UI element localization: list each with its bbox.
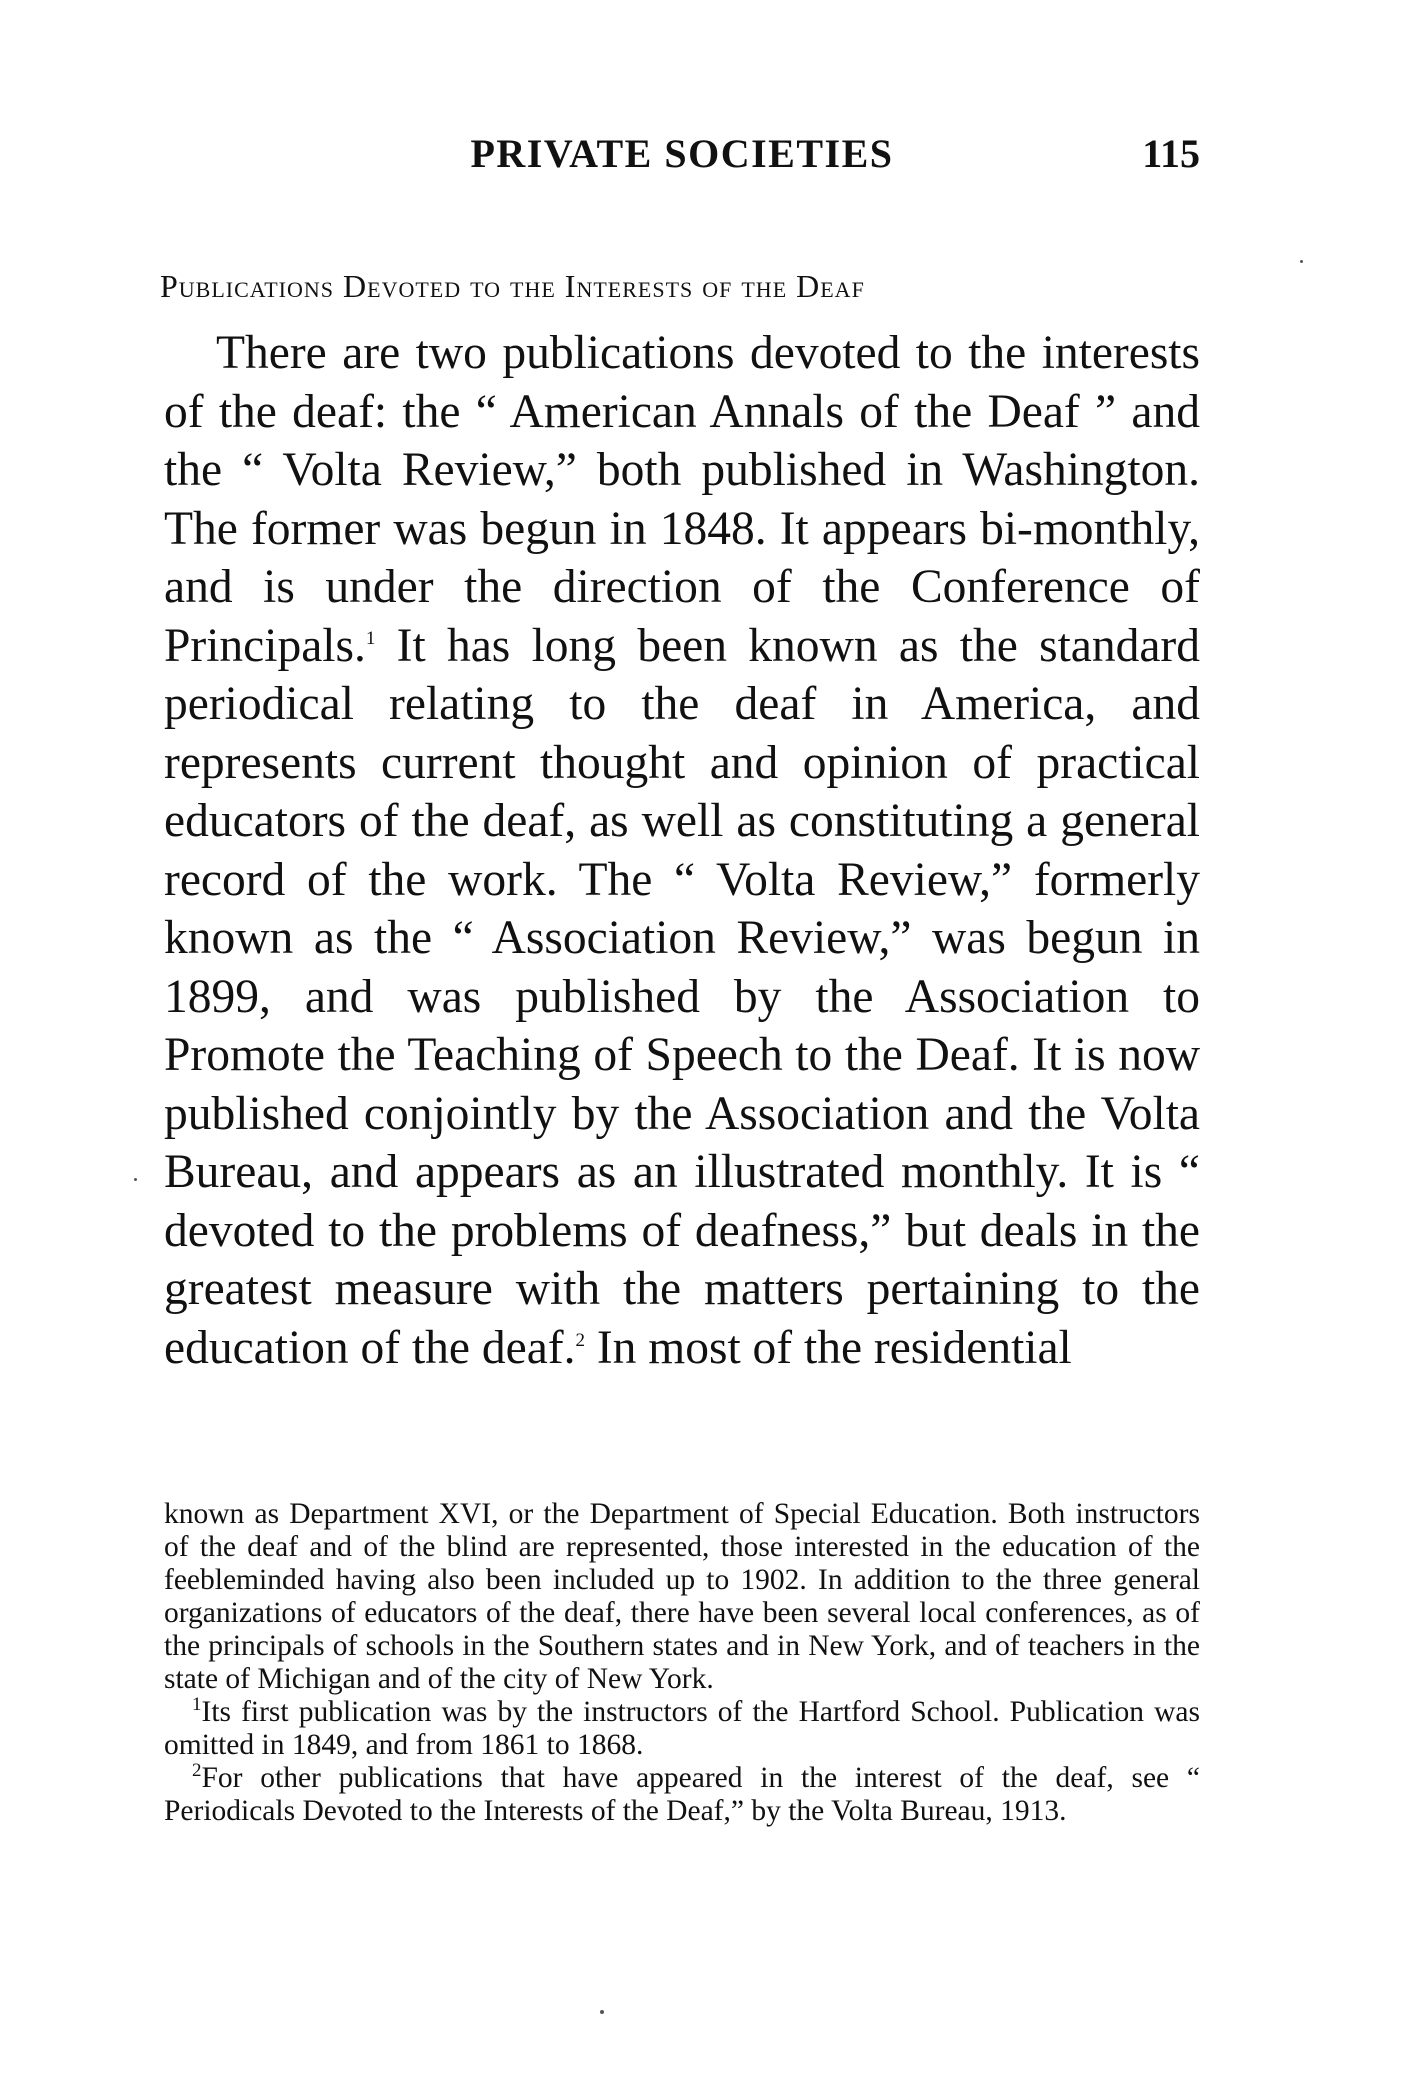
running-title: PRIVATE SOCIETIES <box>470 131 894 176</box>
footnote-1-marker: 1 <box>192 1694 202 1716</box>
running-head <box>164 130 1200 190</box>
footnote-continued: known as Department XVI, or the Department of Special Education. Both instructors of the deaf and of the blind are represented, those interested in the education of the feebleminded having also been included up to 1902. In addition to the three general organizations of educators of the deaf, there have been several local conferences, as of the principals of schools in the Southern states and in New York, and of teachers in the state of Michigan and of the city of New York. <box>164 1498 1200 1695</box>
print-speck <box>600 2010 604 2014</box>
body-text-part-2: It has long been known as the standard periodical relating to the deaf in America, and represents current thought and opinion of practical educators of the deaf, as well as constituting a general record of the work. The “ Volta Review,” formerly known as the “ Association Review,” was begun in 1899, and was published by the Association to Promote the Teaching of Speech to the Deaf. It is now published conjointly by the Association and the Volta Bureau, and appears as an illustrated monthly. It is “ devoted to the problems of deafness,” but deals in the greatest measure with the matters pertaining to the education of the deaf. <box>164 619 1200 1374</box>
footnote-1-text: Its first publication was by the instructors of the Hartford School. Publication was omitted in 1849, and from 1861 to 1868. <box>164 1696 1200 1761</box>
footnote-2-text: For other publications that have appeared in the interest of the deaf, see “ Periodicals Devoted to the Interests of the Deaf,” by the Volta Bureau, 1913. <box>164 1762 1200 1827</box>
print-speck <box>134 1178 137 1181</box>
print-speck <box>1300 260 1303 263</box>
footnote-ref-1: 1 <box>365 627 376 649</box>
footnote-ref-2: 2 <box>575 1329 585 1351</box>
footnote-1 <box>164 1696 1200 1762</box>
footnotes <box>164 1498 1200 1828</box>
body-paragraph <box>164 324 1200 1377</box>
section-heading: Publications Devoted to the Interests of the Deaf <box>160 268 865 304</box>
footnote-2-marker: 2 <box>192 1760 202 1782</box>
body-text-part-1: There are two publications devoted to the interests of the deaf: the “ American Annals of the Deaf ” and the “ Volta Review,” both published in Washington. The former was begun in 1848. It appears bi-monthly, and is under the direction of the Conference of Principals. <box>164 327 1200 672</box>
body-text-part-3: In most of the residential <box>584 1321 1072 1374</box>
footnote-2 <box>164 1762 1200 1828</box>
page-number: 115 <box>1142 131 1200 176</box>
